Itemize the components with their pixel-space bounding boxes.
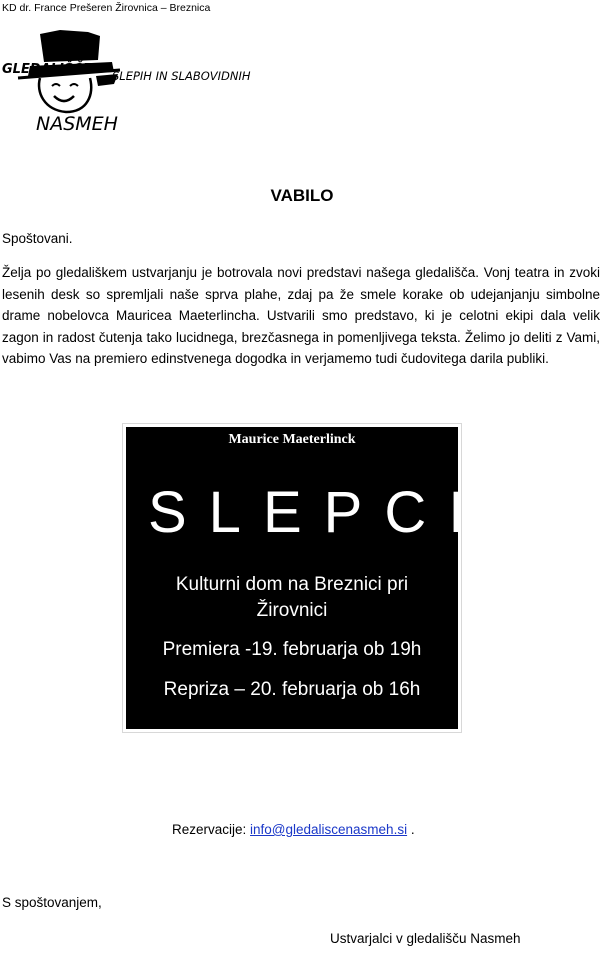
poster-premiere: Premiera -19. februarja ob 19h bbox=[162, 639, 422, 660]
organization-header: KD dr. France Prešeren Žirovnica – Breznica bbox=[2, 2, 211, 14]
poster-title: SLEPCI bbox=[148, 480, 487, 545]
signature: Ustvarjalci v gledališču Nasmeh bbox=[330, 931, 521, 946]
invitation-body: Želja po gledališkem ustvarjanju je botrovala novi predstavi našega gledališča. Vonj teatra in zvoki lesenih desk so spremljali naše sprva plahe, zdaj pa že smele korake ob udejanjanju simbolne drame nobelovca Mauricea Maeterlincha. Ustvarili smo predstavo, ki je celotni ekipi dala velik zagon in radost čutenja tako lucidnega, brezčasnega in pomenljivega teksta. Želimo jo deliti z Vami, vabimo Vas na premiero edinstvenega dogodka in verjamemo tudi čudovitega darila publiki. bbox=[2, 265, 600, 366]
page-title: VABILO bbox=[270, 186, 334, 205]
poster-reprise: Repriza – 20. februarja ob 16h bbox=[163, 679, 421, 700]
poster-venue: Kulturni dom na Breznici pri Žirovnici bbox=[175, 574, 409, 621]
logo-text-nasmeh: NASMEH bbox=[36, 113, 118, 135]
reservation-label: Rezervacije: bbox=[172, 822, 251, 837]
event-poster bbox=[122, 423, 487, 733]
poster-author: Maurice Maeterlinck bbox=[228, 432, 356, 447]
reservation-line bbox=[172, 822, 415, 837]
reservation-email-link[interactable]: info@gledaliscenasmeh.si bbox=[250, 822, 408, 837]
logo-text-subtitle: SLEPIH IN SLABOVIDNIH bbox=[112, 69, 251, 83]
logo-text-gledalisce: GLEDALIŠČE bbox=[2, 62, 92, 77]
poster-panel bbox=[126, 427, 487, 729]
salutation: Spoštovani. bbox=[2, 231, 73, 246]
reservation-suffix: . bbox=[407, 822, 415, 837]
theatre-logo bbox=[0, 26, 270, 138]
closing-greeting: S spoštovanjem, bbox=[2, 895, 102, 910]
